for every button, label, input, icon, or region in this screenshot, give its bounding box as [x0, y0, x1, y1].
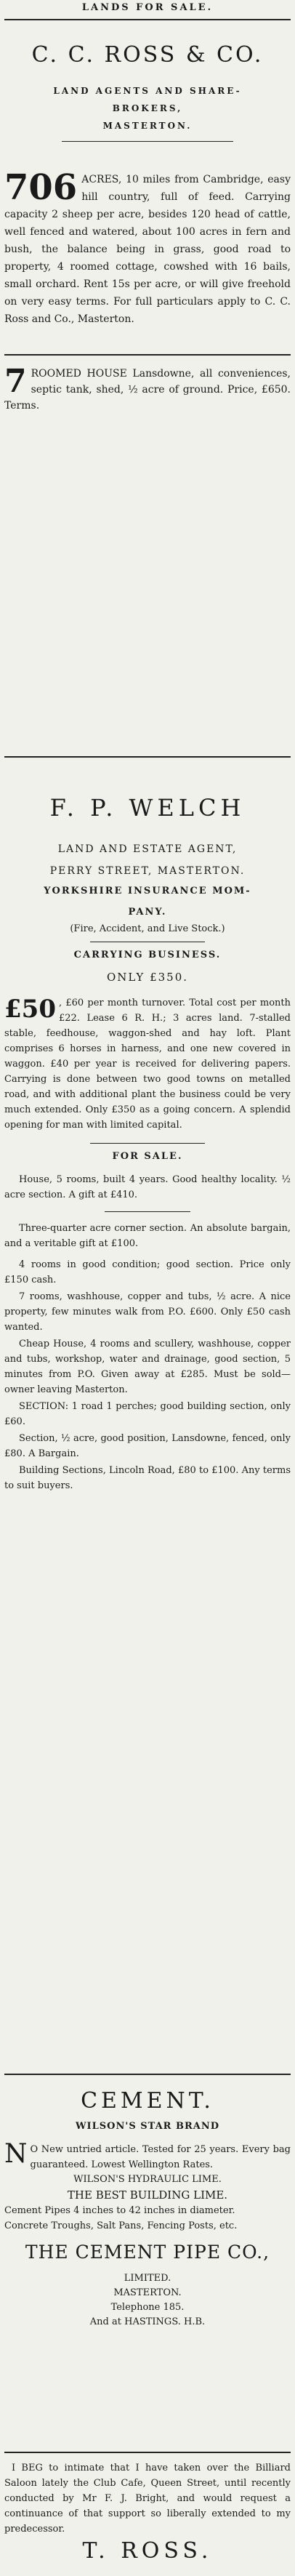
- ross-company-name: C. C. ROSS & CO.: [31, 42, 264, 68]
- cement-branch: And at HASTINGS. H.B.: [89, 2316, 206, 2327]
- carrying-heading: CARRYING BUSINESS.: [73, 950, 222, 960]
- concrete-troughs: Concrete Troughs, Salt Pans, Fencing Posts, etc.: [4, 2220, 238, 2231]
- signature-name: T. ROSS.: [82, 2538, 213, 2564]
- cement-intro-text: O New untried article. Tested for 25 years. Every bag guaranteed. Lowest Wellington Rates.: [30, 2144, 291, 2170]
- ross-ads: [4, 0, 291, 414]
- welch-insurance-2: PANY.: [128, 907, 167, 918]
- billiard-notice: [4, 2452, 291, 2564]
- turnover-figure: £50: [4, 995, 56, 1024]
- cement-place: MASTERTON.: [113, 2287, 182, 2298]
- ad-number: 7: [4, 363, 27, 400]
- carrying-price: ONLY £350.: [106, 971, 189, 984]
- listing: Cheap House, 4 rooms and scullery, washhouse, copper and tubs, workshop, water and drainage, good section, 5 minutes from P.O. Given away at £285. Must be sold—owner leaving Masterton.: [4, 1339, 291, 1395]
- cement-title: CEMENT.: [81, 2088, 214, 2114]
- billiard-text: I BEG to intimate that I have taken over the Billiard Saloon lately the Club Cafe, Queen Street, until recently conducted by Mr F. J. Bright, and would request a continuance of that support so liberally extended to my predecessor.: [4, 2463, 291, 2535]
- drop-cap: N: [4, 2139, 28, 2169]
- cement-ad: [4, 2074, 291, 2330]
- ad-text: ROOMED HOUSE Lansdowne, all conveniences, septic tank, shed, ½ acre of ground. Price, £650. Terms.: [4, 368, 291, 412]
- lands-header: LANDS FOR SALE.: [81, 2, 214, 13]
- divider: [62, 141, 233, 142]
- cement-company: THE CEMENT PIPE CO.,: [25, 2242, 270, 2263]
- welch-ads: [4, 756, 291, 1493]
- cement-intro: [4, 2139, 291, 2172]
- divider: [4, 756, 291, 758]
- listing: 4 rooms in good condition; good section. Price only £150 cash.: [4, 1259, 291, 1285]
- carrying-text: , £60 per month turnover. Total cost per month £22. Lease 6 R. H.; 3 acres land. 7-stalled stable, feedhouse, waggon-shed and hay loft. Plant comprises 6 horses in harness, and one new covered in waggon. £40 per year is received for delivering papers. Carrying is done between two good towns on metalled road, and with additional plant the business could be very much extended. Only £350 as a going concern. A splendid opening for man with limited capital.: [4, 998, 291, 1131]
- ad-number: 706: [4, 167, 78, 208]
- hydraulic-lime: WILSON'S HYDRAULIC LIME.: [73, 2174, 222, 2185]
- ross-place: MASTERTON.: [102, 121, 193, 131]
- divider: [4, 2452, 291, 2453]
- divider: [4, 19, 291, 20]
- welch-insurance: YORKSHIRE INSURANCE MOM-: [44, 886, 251, 896]
- welch-title: LAND AND ESTATE AGENT,: [57, 843, 238, 855]
- cement-brand: WILSON'S STAR BRAND: [75, 2121, 220, 2132]
- divider: [105, 1211, 190, 1212]
- listing: 7 rooms, washhouse, copper and tubs, ½ acre. A nice property, few minutes walk from P.O. £600. Only £50 cash wanted.: [4, 1291, 291, 1333]
- listing: House, 5 rooms, built 4 years. Good healthy locality. ½ acre section. A gift at £410.: [4, 1174, 291, 1200]
- listing: Section, ½ acre, good position, Lansdowne, fenced, only £80. A Bargain.: [4, 1433, 291, 1459]
- cement-pipes: Cement Pipes 4 inches to 42 inches in diameter.: [4, 2205, 235, 2216]
- divider: [90, 1143, 205, 1144]
- ad-text: ACRES, 10 miles from Cambridge, easy hill country, full of feed. Carrying capacity 2 sheep per acre, besides 120 head of cattle, well fenced and watered, about 100 acres in fern and bush, the balance being in grass, good road to property, 4 roomed cottage, cowshed with 16 bails, small orchard. Rent 15s per acre, or will give freehold on very easy terms. For full particulars apply to C. C. Ross and Co., Masterton.: [4, 174, 291, 325]
- cement-limited: LIMITED.: [124, 2273, 171, 2284]
- forsale-heading: FOR SALE.: [112, 1151, 183, 1162]
- welch-address: PERRY STREET, MASTERTON.: [49, 865, 246, 877]
- carrying-detail: [4, 995, 291, 1133]
- divider: [4, 354, 291, 356]
- ross-ad-706: [4, 167, 291, 328]
- divider: [4, 2074, 291, 2075]
- ross-sub2: BROKERS,: [112, 103, 183, 113]
- ross-sub1: LAND AGENTS AND SHARE-: [53, 86, 242, 96]
- listing: Three-quarter acre corner section. An absolute bargain, and a veritable gift at £100.: [4, 1223, 291, 1249]
- welch-name: F. P. WELCH: [49, 794, 246, 822]
- welch-insurance-types: (Fire, Accident, and Live Stock.): [70, 923, 225, 934]
- listing: SECTION: 1 road 1 perches; good building section, only £60.: [4, 1401, 291, 1427]
- listing: Building Sections, Lincoln Road, £80 to £100. Any terms to suit buyers.: [4, 1465, 291, 1491]
- ross-ad-house: [4, 363, 291, 414]
- best-lime: THE BEST BUILDING LIME.: [67, 2188, 228, 2202]
- cement-telephone: Telephone 185.: [110, 2302, 185, 2313]
